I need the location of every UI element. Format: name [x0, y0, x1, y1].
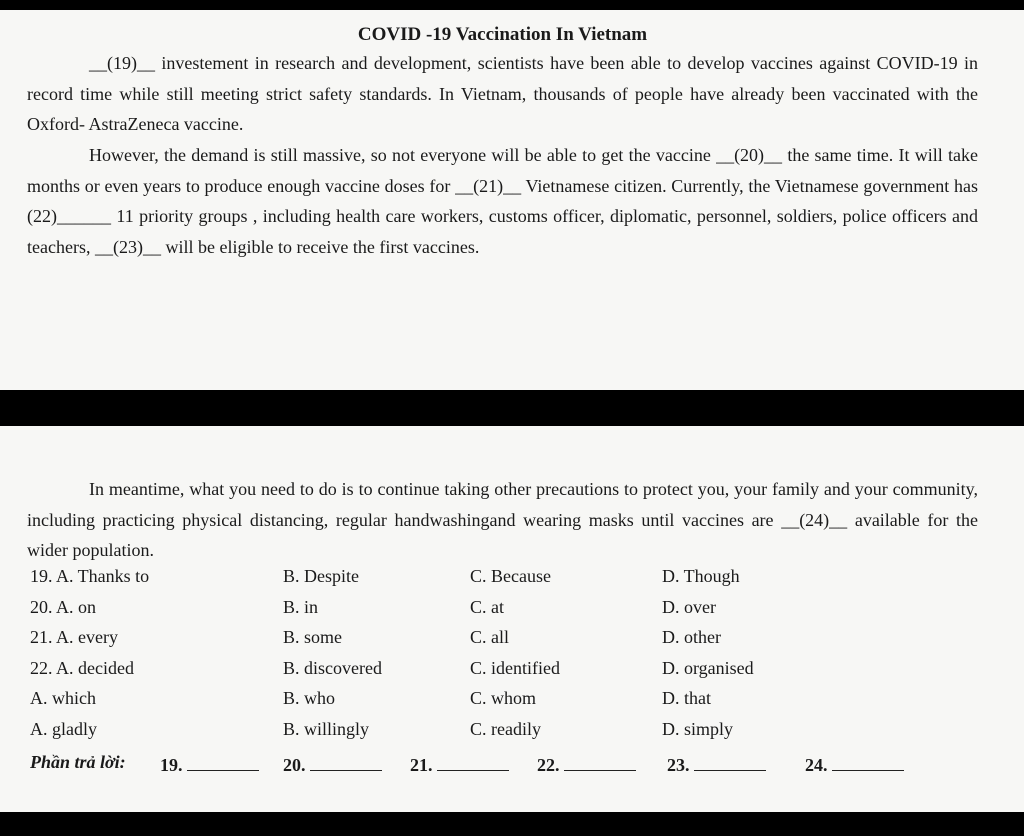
blank-24[interactable]: __(24)__ — [781, 509, 848, 530]
answer-22[interactable]: 22. — [537, 752, 636, 776]
blank-21[interactable]: __(21)__ — [455, 175, 522, 196]
answer-22-line[interactable] — [564, 752, 636, 771]
option-19-b[interactable]: B. Despite — [283, 566, 359, 586]
paragraph-2-text-2: the same time. It will take months or even years to produce enough vaccine doses for — [27, 145, 978, 196]
document-page-top — [0, 10, 1024, 390]
option-21-c[interactable]: C. all — [470, 627, 509, 647]
option-21-a[interactable]: 21. A. every — [30, 627, 118, 647]
paragraph-2-text-5: will be eligible to receive the first vaccines. — [165, 236, 480, 257]
option-20-b[interactable]: B. in — [283, 596, 319, 617]
blank-19[interactable]: __(19)__ — [89, 53, 155, 73]
paragraph-3-text-1: In meantime, what you need to do is to continue taking other precautions to protect you, your family and your community, including practicing physical distancing, regular handwashingand wearing masks until vaccines are — [27, 479, 978, 530]
document-page-bottom — [0, 426, 1024, 812]
option-row-21 — [27, 627, 987, 658]
answer-23[interactable]: 23. — [667, 752, 766, 776]
blank-20[interactable]: __(20)__ — [716, 145, 783, 165]
paragraph-1-text: investement in research and development, scientists have been able to develop vaccines against COVID-19 in record time while still meeting strict safety standards. In Vietnam, thousands of people have already been vaccinated with the Oxford- AstraZeneca vaccine. — [27, 53, 978, 134]
answer-20-line[interactable] — [310, 752, 382, 771]
option-22-a[interactable]: 22. A. decided — [30, 657, 134, 678]
option-23-a[interactable]: A. which — [30, 688, 96, 708]
option-row-20 — [27, 597, 987, 628]
option-22-d[interactable]: D. organised — [662, 657, 754, 678]
paragraph-2-text-4: 11 priority groups , including health care workers, customs officer, diplomatic, personnel, soldiers, police officers and teachers, — [27, 206, 979, 257]
option-24-c[interactable]: C. readily — [470, 718, 541, 739]
answer-row — [27, 752, 987, 782]
option-23-c[interactable]: C. whom — [470, 688, 537, 708]
paragraph-2 — [27, 140, 978, 262]
answer-23-line[interactable] — [694, 752, 766, 771]
option-23-d[interactable]: D. that — [662, 688, 711, 708]
paragraph-3 — [27, 474, 978, 566]
option-23-b[interactable]: B. who — [283, 688, 336, 708]
option-20-a[interactable]: 20. A. on — [30, 596, 97, 617]
options-list — [27, 566, 987, 749]
answer-20[interactable]: 20. — [283, 752, 382, 776]
option-21-b[interactable]: B. some — [283, 627, 343, 647]
answer-19[interactable]: 19. — [160, 752, 259, 776]
paragraph-1 — [27, 48, 978, 140]
paragraph-2-text-3: Vietnamese citizen. Currently, the Vietnamese government has — [525, 175, 979, 196]
option-19-c[interactable]: C. Because — [470, 566, 551, 586]
option-row-22 — [27, 658, 987, 689]
answer-21[interactable]: 21. — [410, 752, 509, 776]
option-24-a[interactable]: A. gladly — [30, 718, 97, 739]
answer-24-line[interactable] — [832, 752, 904, 771]
blank-23[interactable]: __(23)__ — [94, 236, 161, 257]
option-19-d[interactable]: D. Though — [662, 566, 740, 586]
option-22-c[interactable]: C. identified — [470, 657, 560, 678]
option-row-19 — [27, 566, 987, 597]
answer-24[interactable]: 24. — [805, 752, 904, 776]
paragraph-2-text-1: However, the demand is still massive, so not everyone will be able to get the vaccine — [89, 145, 711, 165]
option-row-23 — [27, 688, 987, 719]
option-20-c[interactable]: C. at — [470, 596, 504, 617]
option-22-b[interactable]: B. discovered — [283, 657, 382, 678]
option-24-d[interactable]: D. simply — [662, 718, 734, 739]
option-19-a[interactable]: 19. A. Thanks to — [30, 566, 150, 586]
option-20-d[interactable]: D. over — [662, 596, 716, 617]
paragraph-3-text-2: available for the wider population. — [27, 509, 979, 560]
answer-label: Phần trả lời: — [30, 752, 126, 772]
answer-19-line[interactable] — [187, 752, 259, 771]
document-title: COVID -19 Vaccination In Vietnam — [357, 24, 648, 45]
answer-21-line[interactable] — [437, 752, 509, 771]
option-24-b[interactable]: B. willingly — [283, 718, 370, 739]
blank-22[interactable]: (22)______ — [27, 206, 111, 226]
option-row-24 — [27, 719, 987, 750]
option-21-d[interactable]: D. other — [662, 627, 721, 647]
